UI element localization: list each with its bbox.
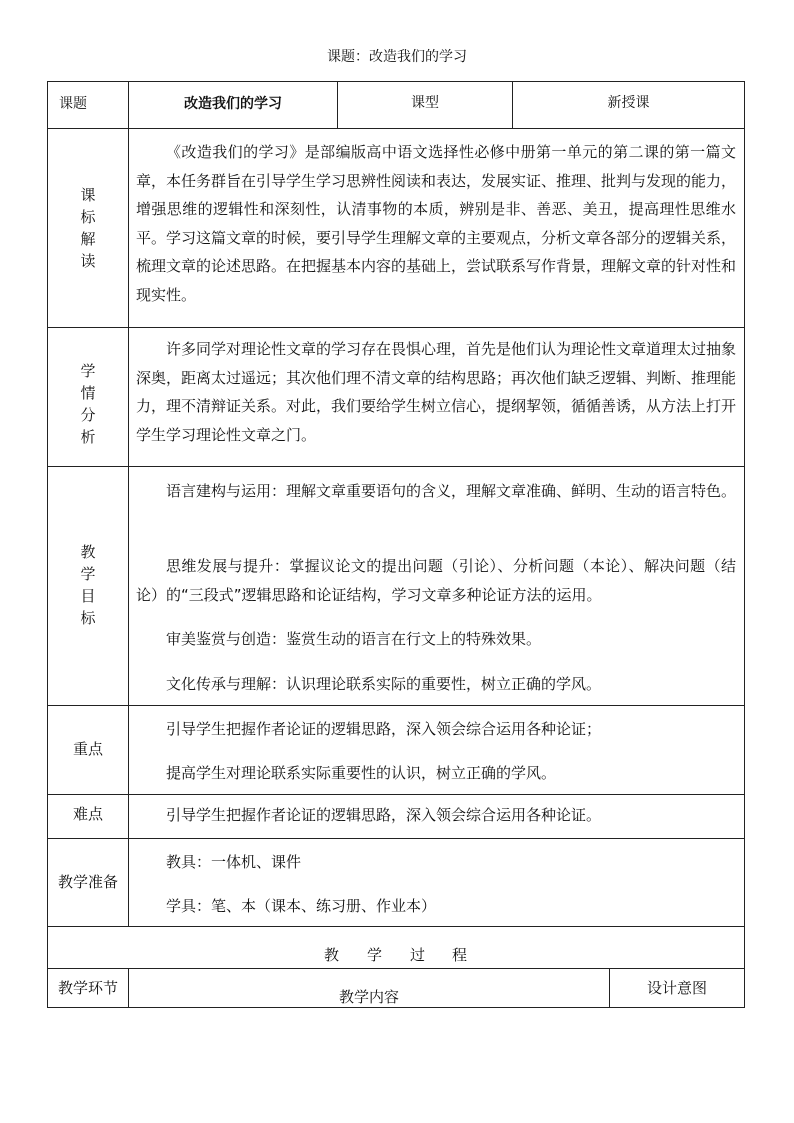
- student-tools: 学具：笔、本（课本、练习册、作业本）: [166, 897, 437, 915]
- lesson-title: 改造我们的学习: [184, 96, 282, 112]
- label-char: 教: [80, 543, 96, 561]
- table-border-bottom: [47, 1007, 745, 1008]
- intent-header: 设计意图: [646, 979, 707, 997]
- learner-analysis-text: 许多同学对理论性文章的学习存在畏惧心理，首先是他们认为理论性文章道理太过抽象深奥，距离太过遥远；其次他们理不清文章的结构思路；再次他们缺乏逻辑、判断、推理能力，理不清辩证关系。对此，我们要给学生树立信心，提纲挈领，循循善诱，从方法上打开学生学习理论性文章之门。: [136, 340, 737, 444]
- row-divider: [47, 794, 745, 795]
- label-char: 分: [80, 406, 96, 424]
- row-divider: [47, 128, 745, 129]
- document-title: 课题：改造我们的学习: [327, 49, 467, 65]
- row-divider: [47, 838, 745, 839]
- label-char: 情: [80, 384, 96, 402]
- stage-header: 教学环节: [57, 979, 118, 997]
- process-title-char: 教: [324, 946, 340, 964]
- label-char: 标: [80, 609, 96, 627]
- content-header: 教学内容: [338, 988, 399, 1006]
- label-char: 目: [80, 587, 96, 605]
- title-label: 课题: [59, 96, 87, 112]
- key-point-item: 提高学生对理论联系实际重要性的认识，树立正确的学风。: [166, 764, 557, 782]
- key-points-label: 重点: [72, 740, 103, 758]
- column-divider: [128, 81, 129, 927]
- label-char: 学: [80, 565, 96, 583]
- lesson-type-label: 课型: [411, 95, 439, 111]
- preparation-label: 教学准备: [57, 873, 118, 891]
- objective-item: 语言建构与运用：理解文章重要语句的含义，理解文章准确、鲜明、生动的语言特色。: [166, 482, 737, 500]
- key-point-item: 引导学生把握作者论证的逻辑思路，深入领会综合运用各种论证；: [166, 720, 602, 738]
- standards-label: [48, 184, 128, 272]
- label-char: 析: [80, 428, 96, 446]
- table-border-top: [47, 81, 745, 82]
- row-divider: [47, 327, 745, 328]
- label-char: 课: [80, 186, 96, 204]
- label-char: 标: [80, 208, 96, 226]
- objective-item: 思维发展与提升：掌握议论文的提出问题（引论）、分析问题（本论）、解决问题（结论）的“三段式”逻辑思路和论证结构，学习文章多种论证方法的运用。: [136, 557, 736, 604]
- process-title-char: 过: [410, 946, 426, 964]
- row-divider: [47, 968, 745, 969]
- label-char: 学: [80, 362, 96, 380]
- lesson-type-value: 新授课: [607, 95, 650, 111]
- row-divider: [47, 705, 745, 706]
- objective-item: 文化传承与理解：认识理论联系实际的重要性，树立正确的学风。: [166, 675, 602, 693]
- objectives-label: [48, 541, 128, 629]
- teacher-tools: 教具：一体机、课件: [166, 853, 302, 871]
- difficulty-text: 引导学生把握作者论证的逻辑思路，深入领会综合运用各种论证。: [166, 806, 602, 824]
- standards-text: 《改造我们的学习》是部编版高中语文选择性必修中册第一单元的第二课的第一篇文章，本任务群旨在引导学生学习思辨性阅读和表达，发展实证、推理、批判与发现的能力，增强思维的逻辑性和深刻性，认清事物的本质，辨别是非、善恶、美丑，提高理性思维水平。学习这篇文章的时候，要引导学生理解文章的主要观点，分析文章各部分的逻辑关系，梳理文章的论述思路。在把握基本内容的基础上，尝试联系写作背景，理解文章的针对性和现实性。: [136, 143, 737, 304]
- objective-item: 审美鉴赏与创造：鉴赏生动的语言在行文上的特殊效果。: [166, 630, 542, 648]
- learner-analysis-label: [48, 360, 128, 448]
- row-divider: [47, 926, 745, 927]
- difficulty-label: 难点: [72, 805, 103, 823]
- row-divider: [47, 466, 745, 467]
- lesson-plan-table: [47, 81, 745, 1008]
- process-title-char: 学: [367, 946, 383, 964]
- label-char: 解: [80, 230, 96, 248]
- table-border-right: [744, 81, 745, 1008]
- label-char: 读: [80, 252, 96, 270]
- process-title-char: 程: [452, 946, 468, 964]
